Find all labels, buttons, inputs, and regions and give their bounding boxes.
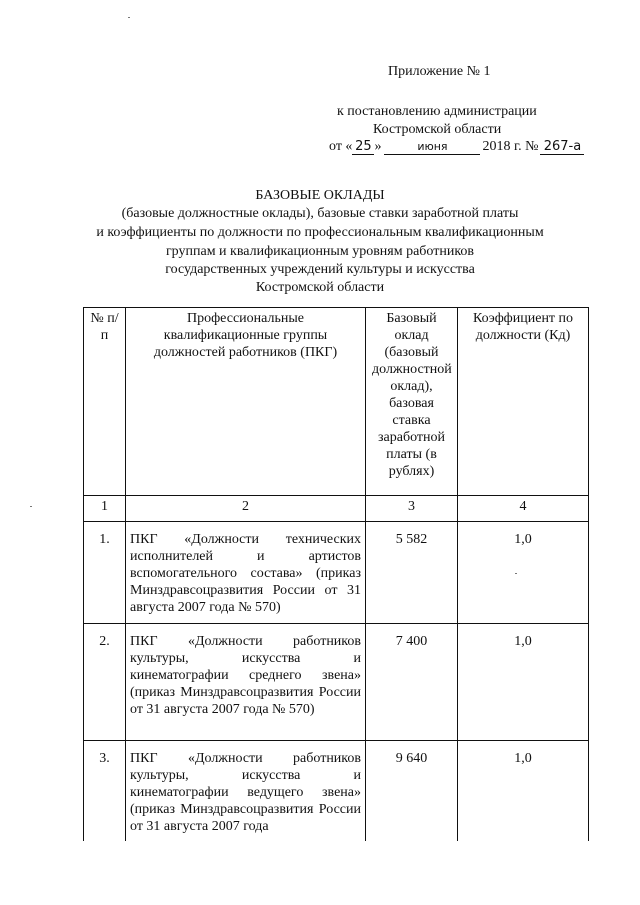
date-year: 2018 г. №: [482, 139, 539, 154]
date-day: 25: [352, 140, 374, 155]
table-row: [84, 741, 589, 842]
title-line-5: государственных учреждений культуры и искусства: [165, 262, 475, 277]
row-group: ПКГ «Должности работников культуры, искусства и кинематографии ведущего звена» (приказ Минздравсоцразвития России от 31 августа 2007 года: [126, 741, 366, 842]
row-number: 3.: [84, 741, 126, 842]
appendix-label: Приложение № 1: [388, 64, 491, 79]
title-line-2: (базовые должностные оклады), базовые ставки заработной платы: [121, 206, 519, 221]
header-group: Профессиональные квалификационные группы должностей работников (ПКГ): [126, 308, 366, 496]
column-number-row: [84, 496, 589, 522]
row-group: ПКГ «Должности работников культуры, искусства и кинематографии среднего звена» (приказ Минздравсоцразвития России от 31 августа 2007 года № 570): [126, 624, 366, 741]
row-number: 1.: [84, 522, 126, 624]
scan-speck: [515, 573, 517, 574]
resolution-date-line: [329, 139, 584, 155]
title-line-3: и коэффициенты по должности по профессиональным квалификационным: [96, 225, 544, 240]
column-number: 3: [366, 496, 458, 522]
scan-speck: [128, 17, 130, 18]
title-line-6: Костромской области: [255, 280, 385, 295]
title-main: БАЗОВЫЕ ОКЛАДЫ: [255, 188, 385, 203]
row-group: ПКГ «Должности технических исполнителей и артистов вспомогательного состава» (приказ Минздравсоцразвития России от 31 августа 2007 года № 570): [126, 522, 366, 624]
header-num: № п/п: [84, 308, 126, 496]
date-month: июня: [384, 140, 480, 155]
column-number: 4: [458, 496, 589, 522]
table-row: [84, 624, 589, 741]
resolution-line-2: Костромской области: [373, 122, 502, 137]
column-number: 2: [126, 496, 366, 522]
row-number: 2.: [84, 624, 126, 741]
header-coefficient: Коэффициент по должности (Кд): [458, 308, 589, 496]
salary-table: [83, 307, 589, 841]
title-line-4: группам и квалификационным уровням работников: [165, 244, 475, 259]
header-base-salary: Базовый оклад (базовый должностной оклад), базовая ставка заработной платы (в рублях): [366, 308, 458, 496]
table-header-row: [84, 308, 589, 496]
date-mid: »: [374, 139, 382, 154]
row-coefficient: 1,0: [458, 624, 589, 741]
scan-speck: [30, 506, 32, 507]
date-prefix: от «: [329, 139, 353, 154]
row-coefficient: 1,0: [458, 741, 589, 842]
row-base-salary: 5 582: [366, 522, 458, 624]
row-base-salary: 7 400: [366, 624, 458, 741]
resolution-line-1: к постановлению администрации: [337, 104, 537, 119]
table-row: [84, 522, 589, 624]
row-coefficient: 1,0: [458, 522, 589, 624]
row-base-salary: 9 640: [366, 741, 458, 842]
resolution-number: 267-а: [540, 140, 584, 155]
column-number: 1: [84, 496, 126, 522]
